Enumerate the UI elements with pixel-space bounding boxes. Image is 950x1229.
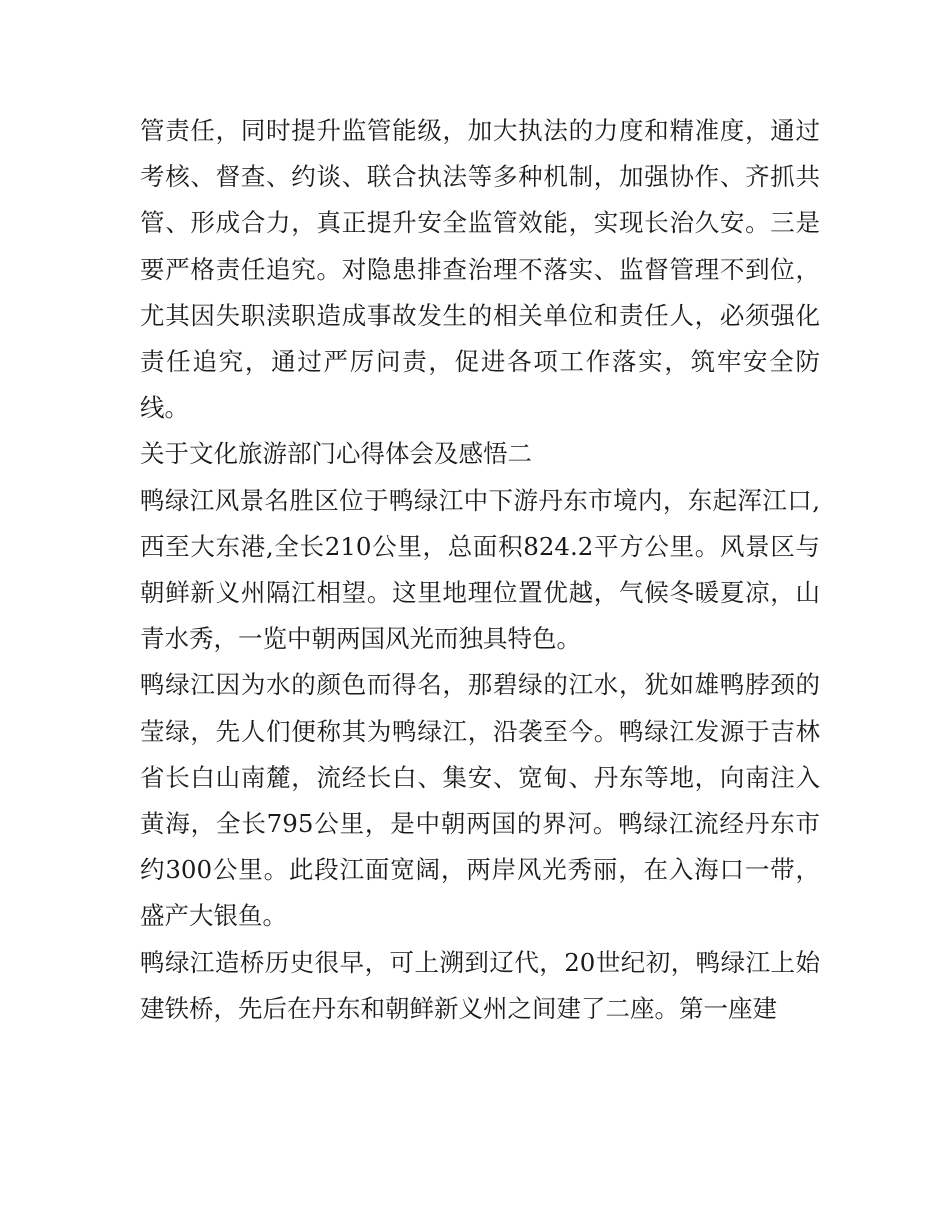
paragraph-bridge-history: 鸭绿江造桥历史很早，可上溯到辽代，20世纪初，鸭绿江上始建铁桥，先后在丹东和朝鲜新义州之间建了二座。第一座建	[140, 947, 820, 1023]
paragraph-scenic-area-intro: 鸭绿江风景名胜区位于鸭绿江中下游丹东市境内，东起浑江口,西至大东港,全长210公里，总面积824.2平方公里。风景区与朝鲜新义州隔江相望。这里地理位置优越，气候冬暖夏凉，山青水秀，一览中朝两国风光而独具特色。	[140, 485, 820, 654]
paragraph-safety-supervision: 管责任，同时提升监管能级，加大执法的力度和精准度，通过考核、督查、约谈、联合执法等多种机制，加强协作、齐抓共管、形成合力，真正提升安全监管效能，实现长治久安。三是要严格责任追究。对隐患排查治理不落实、监督管理不到位，尤其因失职渎职造成事故发生的相关单位和责任人，必须强化责任追究，通过严厉问责，促进各项工作落实，筑牢安全防线。	[140, 116, 820, 423]
paragraph-river-name-origin: 鸭绿江因为水的颜色而得名，那碧绿的江水，犹如雄鸭脖颈的莹绿，先人们便称其为鸭绿江，沿袭至今。鸭绿江发源于吉林省长白山南麓，流经长白、集安、宽甸、丹东等地，向南注入黄海，全长795公里，是中朝两国的界河。鸭绿江流经丹东市约300公里。此段江面宽阔，两岸风光秀丽，在入海口一带，盛产大银鱼。	[140, 670, 820, 931]
document-body	[140, 108, 820, 1032]
section-heading: 关于文化旅游部门心得体会及感悟二	[140, 439, 532, 469]
